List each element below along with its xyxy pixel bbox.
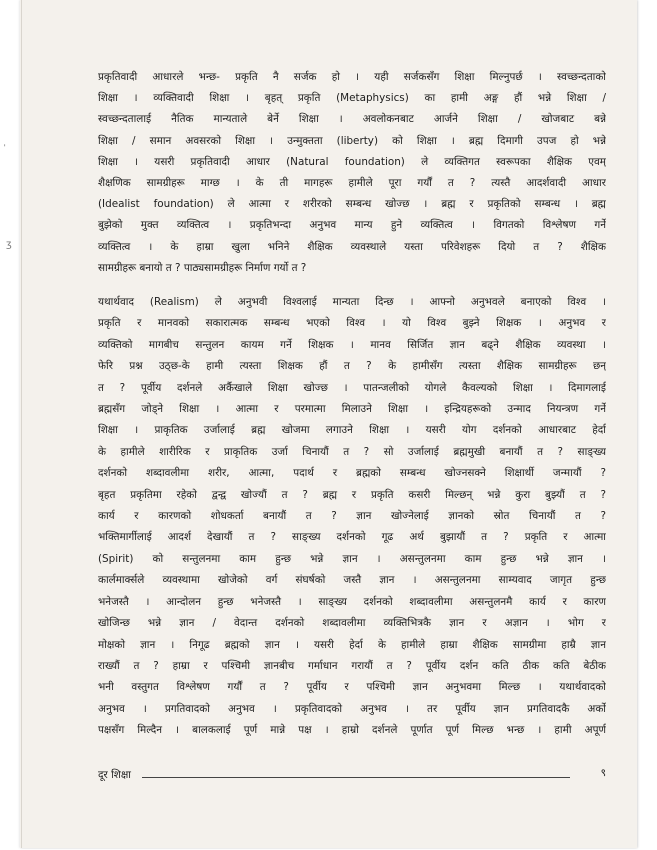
text-line: के हामीले शारीरिक र प्राकृतिक उर्जा चिनायौं त ? सो उर्जालाई ब्रह्ममुखी बनायौं त ? साङ्ख्य [98, 445, 606, 458]
document-page [6, 0, 637, 848]
text-line: शिक्षा । यसरी प्रकृतिवादी आधार (Natural foundation) ले व्यक्तिगत स्वरूपका शैक्षिक एवम् [98, 155, 606, 168]
scan-edge-line [21, 0, 22, 848]
footer-label: दूर शिक्षा [98, 769, 131, 781]
text-line: ब्रह्मसँग जोड्ने शिक्षा । आत्मा र परमात्मा मिलाउने शिक्षा । इन्द्रियहरूको उन्माद नियन्त्रण गर्ने [98, 403, 606, 416]
footer-rule [142, 777, 570, 778]
text-line: प्रकृतिवादी आधारले भन्छ- प्रकृति नै सर्जक हो । यही सर्जकसँग शिक्षा मिल्नुपर्छ । स्वच्छन्दताको [98, 71, 606, 83]
text-line: पक्षसँग मिल्दैन । बालकलाई पूर्ण मान्ने पक्ष । हाम्रो दर्शनले पूर्णात पूर्ण मिल्छ भन्छ । हामी अपूर्ण [98, 724, 606, 737]
text-line: खोजिन्छ भन्ने ज्ञान / वेदान्त दर्शनको शब्दावलीमा व्यक्तिभित्रकै ज्ञान र अज्ञान । भोग र [98, 617, 606, 630]
text-line: बृहत प्रकृतिमा रहेको द्वन्द्व खोज्यौं त ? ब्रह्म र प्रकृति कसरी मिल्छन् भन्ने कुरा बुझ्यौं त ? [98, 488, 606, 501]
text-line: शिक्षा / समान अवसरको शिक्षा । उन्मुक्तता (liberty) को शिक्षा । ब्रह्म दिमागी उपज हो भन्ने [98, 134, 606, 147]
paragraph-1 [98, 67, 606, 279]
page-number: ९ [600, 767, 606, 779]
text-line: राख्यौं त ? हाम्रा र पश्चिमी ज्ञानबीच गर्माधान गरायौं त ? पूर्वीय दर्शन कति ठीक कति बेठीक [98, 659, 606, 672]
text-line: स्वच्छन्दतालाई नैतिक मान्यताले बेर्ने शिक्षा । अवलोकनबाट आर्जने शिक्षा / खोजबाट बन्ने [98, 113, 606, 126]
text-line: व्यक्तिको मागबीच सन्तुलन कायम गर्ने शिक्षक । मानव सिर्जित ज्ञान बढ्ने शैक्षिक व्यवस्था । [98, 338, 606, 351]
text-line: भक्तिमार्गीलाई आदर्श देखायौं त ? साङ्ख्य दर्शनको गूढ अर्थ बुझायौं त ? प्रकृति र आत्मा [98, 531, 606, 544]
page-footer [98, 768, 606, 784]
text-line: भनेजस्तै । आन्दोलन हुन्छ भनेजस्तै । साङ्ख्य दर्शनको शब्दावलीमा असन्तुलनमै कार्य र कारण [98, 595, 606, 608]
text-line: व्यक्तित्व । के हाम्रा खुला भनिने शैक्षिक व्यवस्थाले यस्ता परिवेशहरू दियो त ? शैक्षिक [98, 240, 606, 253]
text-line: शिक्षा । व्यक्तिवादी शिक्षा । बृहत् प्रकृति (Metaphysics) का हामी अङ्ग हौं भन्ने शिक्षा / [98, 92, 606, 105]
text-line: त ? पूर्वीय दर्शनले अर्कैखाले शिक्षा खोज्छ । पातन्जलीको योगले कैवल्यको शिक्षा । दिमागलाई [98, 381, 606, 394]
text-line: (Idealist foundation) ले आत्मा र शरीरको सम्बन्ध खोज्छ । ब्रह्म र प्रकृतिको सम्बन्ध । ब्रह्म [98, 198, 606, 211]
text-line: शिक्षा । प्राकृतिक उर्जालाई ब्रह्म खोजमा लगाउने शिक्षा । यसरी योग दर्शनको आधारबाट हेर्दा [98, 424, 606, 437]
text-line: भनी वस्तुगत विश्लेषण गर्यौं त ? पूर्वीय र पश्चिमी ज्ञान अनुभवमा मिल्छ । यथार्थवादको [98, 681, 606, 694]
text-line: शैक्षणिक सामग्रीहरू माग्छ । के ती मागहरू हामीले पूरा गर्यौं त ? त्यस्तै आदर्शवादी आधार [98, 177, 606, 190]
text-line: फेरि प्रश्न उठ्छ-के हामी त्यस्ता शिक्षक हौं त ? के हामीसँग त्यस्ता शैक्षिक सामग्रीहरू छन् [98, 360, 606, 373]
text-line: सामग्रीहरू बनायो त ? पाठ्यसामग्रीहरू निर्माण गर्यो त ? [98, 261, 307, 274]
paragraph-2 [98, 292, 606, 742]
text-line: मोक्षको ज्ञान । निगूढ ब्रह्मको ज्ञान । यसरी हेर्दा के हामीले हाम्रा शैक्षिक सामग्रीमा हाम्रै ज्ञान [98, 638, 606, 651]
text-line: कार्य र कारणको शोधकर्ता बनायौं त ? ज्ञान खोज्नेलाई ज्ञानको स्रोत चिनायौं त ? [98, 510, 606, 523]
text-line: यथार्थवाद (Realism) ले अनुभवी विश्वलाई मान्यता दिन्छ । आफ्नो अनुभवले बनाएको विश्व । [98, 296, 606, 308]
text-line: अनुभव । प्रगतिवादको अनुभव । प्रकृतिवादको अनुभव । तर पूर्वीय ज्ञान प्रगतिवादकै अर्को [98, 702, 606, 715]
text-line: प्रकृति र मानवको सकारात्मक सम्बन्ध भएको विश्व । यो विश्व बुझ्ने शिक्षक । अनुभव र [98, 317, 606, 330]
margin-mark: ʒ [6, 239, 12, 250]
text-line: बुझेको मुक्त व्यक्तित्व । प्रकृतिभन्दा अनुभव मान्य हुने व्यक्तित्व । विगतको विश्लेषण गर्ने [98, 219, 606, 232]
text-line: दर्शनको शब्दावलीमा शरीर, आत्मा, पदार्थ र ब्रह्मको सम्बन्ध खोज्नसक्ने शिक्षार्थी जन्मायौं ? [98, 467, 606, 480]
text-line: कार्लमार्क्सले व्यवस्थामा खोजेको वर्ग संघर्षको जस्तै ज्ञान । असन्तुलनमा साम्यवाद जागृत हुन्छ [98, 574, 606, 587]
text-line: (Spirit) को सन्तुलनमा काम हुन्छ भन्ने ज्ञान । असन्तुलनमा काम हुन्छ भन्ने ज्ञान । [98, 552, 606, 565]
